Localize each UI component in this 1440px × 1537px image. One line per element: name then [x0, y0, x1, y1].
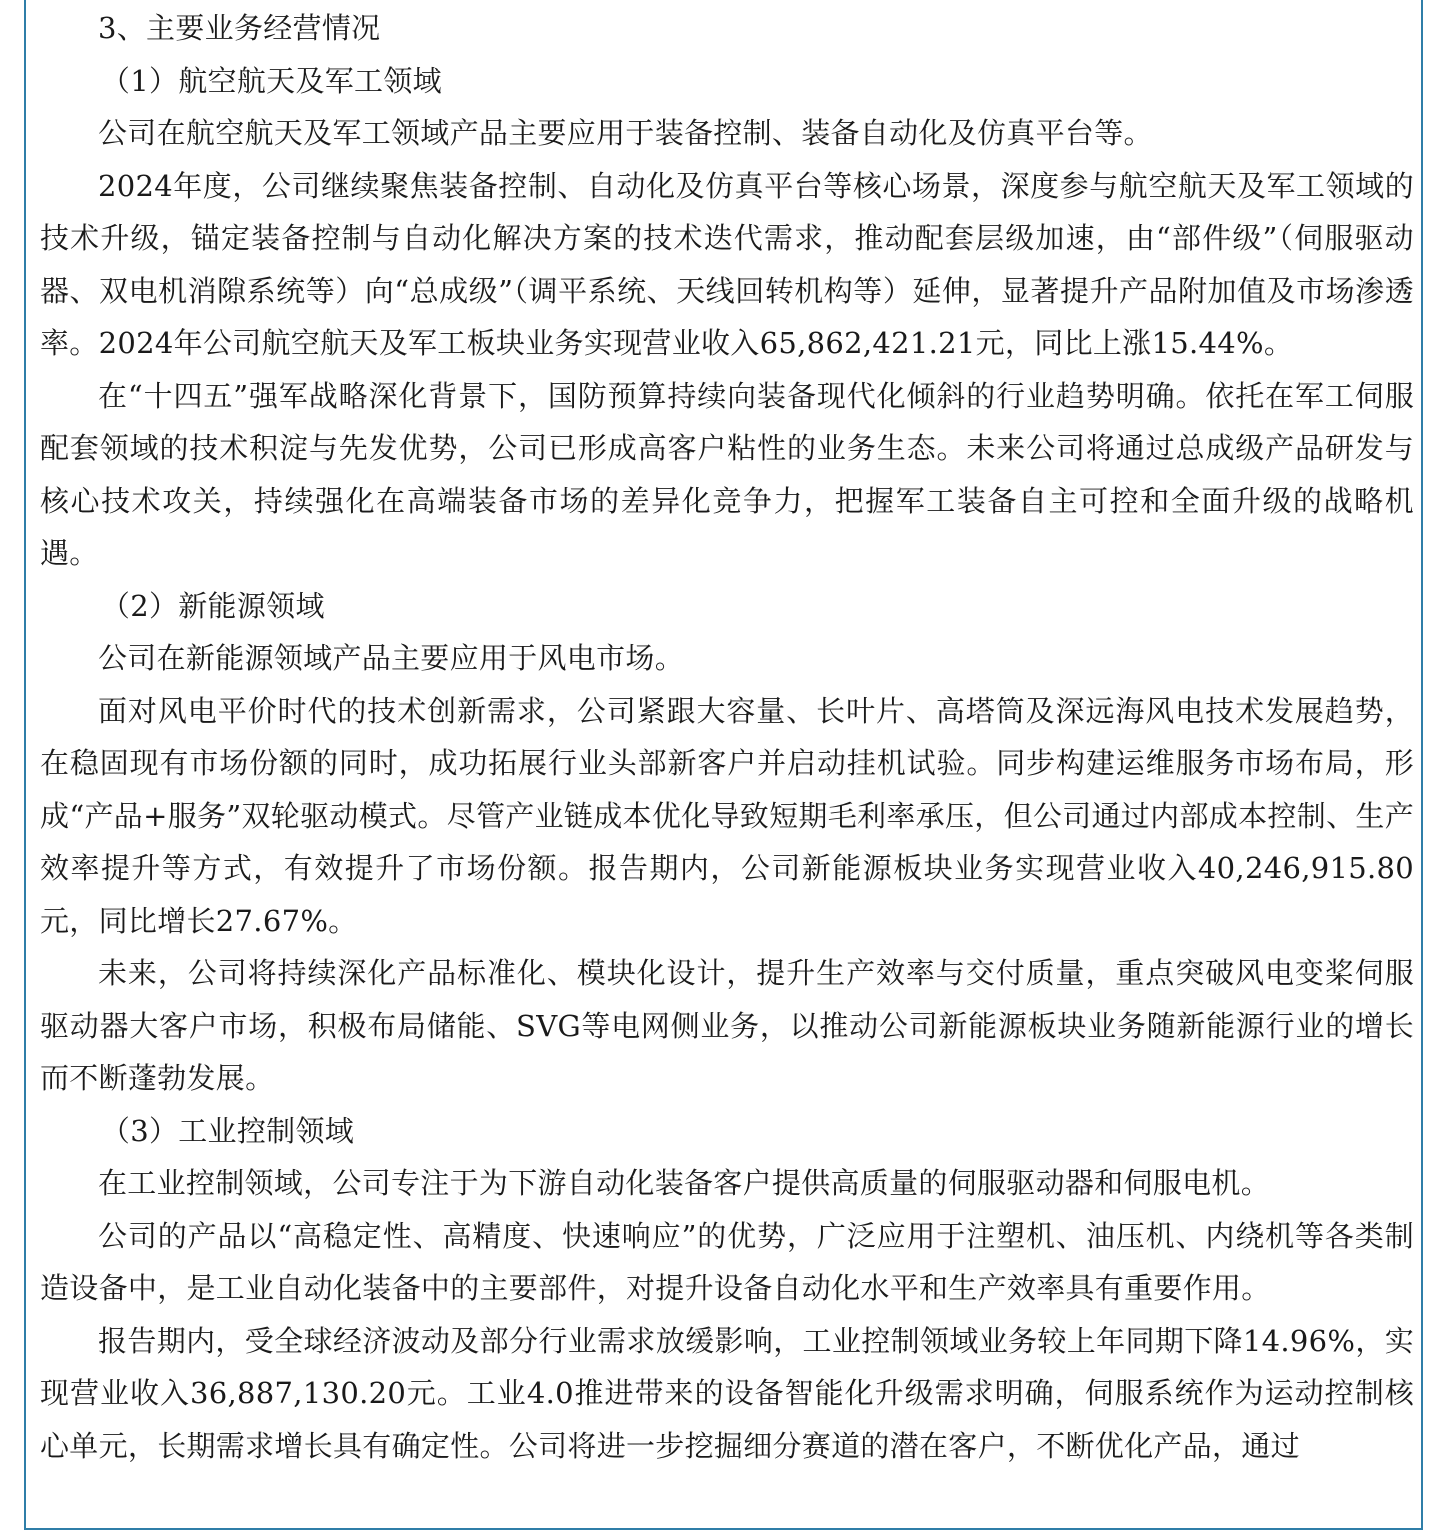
paragraph: 在工业控制领域，公司专注于为下游自动化装备客户提供高质量的伺服驱动器和伺服电机。 [98, 1166, 1271, 1200]
paragraph: 面对风电平价时代的技术创新需求，公司紧跟大容量、长叶片、高塔筒及深远海风电技术发展趋势，在稳固现有市场份额的同时，成功拓展行业头部新客户并启动挂机试验。同步构建运维服务市场布局，形成“产品+服务”双轮驱动模式。尽管产业链成本优化导致短期毛利率承压，但公司通过内部成本控制、生产效率提升等方式，有效提升了市场份额。报告期内，公司新能源板块业务实现营业收入40,246,915.80元，同比增长27.67%。 [40, 693, 1414, 938]
subsection-heading-industrial-control: （3）工业控制领域 [100, 1113, 355, 1148]
section-title: 3、主要业务经营情况 [98, 11, 381, 45]
paragraph: 未来，公司将持续深化产品标准化、模块化设计，提升生产效率与交付质量，重点突破风电变桨伺服驱动器大客户市场，积极布局储能、SVG等电网侧业务，以推动公司新能源板块业务随新能源行业的增长而不断蓬勃发展。 [40, 956, 1414, 1095]
paragraph: 公司在航空航天及军工领域产品主要应用于装备控制、装备自动化及仿真平台等。 [98, 116, 1153, 150]
document-body [40, 2, 1414, 1472]
paragraph: 在“十四五”强军战略深化背景下，国防预算持续向装备现代化倾斜的行业趋势明确。依托在军工伺服配套领域的技术积淀与先发优势，公司已形成高客户粘性的业务生态。未来公司将通过总成级产品研发与核心技术攻关，持续强化在高端装备市场的差异化竞争力，把握军工装备自主可控和全面升级的战略机遇。 [40, 378, 1414, 570]
paragraph: 公司的产品以“高稳定性、高精度、快速响应”的优势，广泛应用于注塑机、油压机、内绕机等各类制造设备中，是工业自动化装备中的主要部件，对提升设备自动化水平和生产效率具有重要作用。 [40, 1218, 1414, 1305]
paragraph: 公司在新能源领域产品主要应用于风电市场。 [98, 641, 685, 675]
subsection-heading-aerospace: （1）航空航天及军工领域 [100, 63, 442, 98]
paragraph: 报告期内，受全球经济波动及部分行业需求放缓影响，工业控制领域业务较上年同期下降14.96%，实现营业收入36,887,130.20元。工业4.0推进带来的设备智能化升级需求明确，伺服系统作为运动控制核心单元，长期需求增长具有确定性。公司将进一步挖掘细分赛道的潜在客户，不断优化产品，通过 [40, 1323, 1414, 1463]
subsection-heading-new-energy: （2）新能源领域 [100, 588, 325, 623]
paragraph: 2024年度，公司继续聚焦装备控制、自动化及仿真平台等核心场景，深度参与航空航天及军工领域的技术升级，锚定装备控制与自动化解决方案的技术迭代需求，推动配套层级加速，由“部件级”（伺服驱动器、双电机消隙系统等）向“总成级”（调平系统、天线回转机构等）延伸，显著提升产品附加值及市场渗透率。2024年公司航空航天及军工板块业务实现营业收入65,862,421.21元，同比上涨15.44%。 [40, 168, 1414, 360]
